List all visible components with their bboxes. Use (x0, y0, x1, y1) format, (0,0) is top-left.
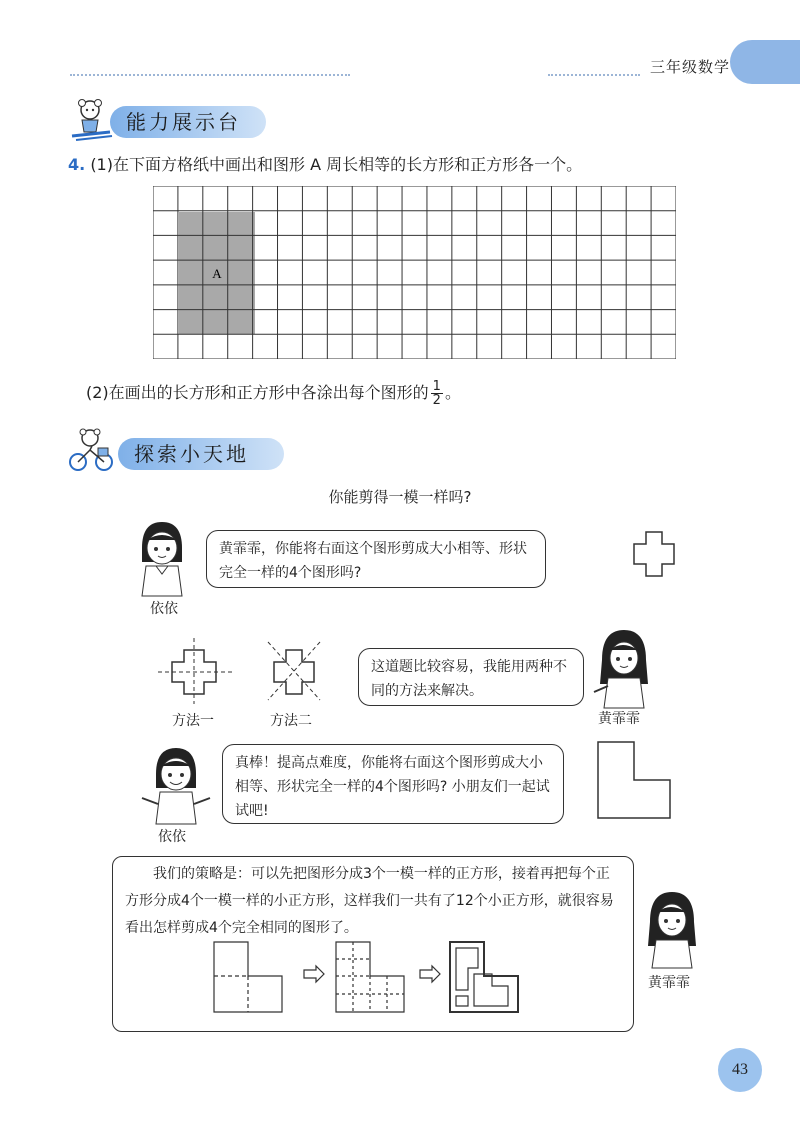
yiyi-name: 依依 (150, 601, 178, 617)
method-two-diagram (264, 638, 324, 704)
strategy-diagram (212, 940, 542, 1022)
cross-shape (632, 530, 676, 578)
fraction-numerator: 1 (432, 379, 441, 394)
page-number: 43 (718, 1048, 762, 1092)
l-shape (596, 740, 672, 820)
speech-bubble-3: 真棒！提高点难度，你能将右面这个图形剪成大小相等、形状完全一样的4个图形吗? 小朋友们一起试试吧! (222, 744, 564, 824)
huang-avatar-icon (592, 626, 656, 714)
yiyi-avatar-icon (130, 518, 194, 602)
header-dots-right (548, 74, 640, 76)
question-4-part2-end: 。 (444, 383, 461, 402)
header-dots-left (70, 74, 350, 76)
section-banner-explore: 探索小天地 (118, 438, 284, 470)
question-4-part1 (68, 152, 582, 175)
huang-name-2: 黄霏霏 (648, 975, 690, 991)
question-4-part1-text: (1)在下面方格纸中画出和图形 A 周长相等的长方形和正方形各一个。 (90, 155, 583, 174)
question-number: 4. (68, 155, 86, 174)
grid-paper[interactable] (153, 186, 676, 359)
method-one-label: 方法一 (172, 713, 214, 729)
speech-bubble-1: 黄霏霏，你能将右面这个图形剪成大小相等、形状完全一样的4个图形吗? (206, 530, 546, 588)
speech-bubble-2: 这道题比较容易，我能用两种不同的方法来解决。 (358, 648, 584, 706)
shape-a-label: A (212, 266, 222, 281)
huang-avatar-2-icon (640, 888, 704, 974)
cyclist-mascot-icon (68, 428, 114, 472)
fraction-denominator: 2 (432, 393, 441, 408)
yiyi-avatar-2-icon (138, 744, 214, 830)
explore-title: 你能剪得一模一样吗? (328, 488, 472, 506)
yiyi-name-2: 依依 (158, 829, 186, 845)
strategy-text: 我们的策略是：可以先把图形分成3个一模一样的正方形，接着再把每个正方形分成4个一模一样的小正方形，这样我们一共有了12个小正方形，就很容易看出怎样剪成4个完全相同的图形了。 (125, 866, 614, 936)
question-4-part2-text: (2)在画出的长方形和正方形中各涂出每个图形的 (86, 383, 429, 402)
header-tab (730, 40, 800, 84)
method-one-diagram (156, 636, 236, 706)
method-two-label: 方法二 (270, 713, 312, 729)
section-banner-ability: 能力展示台 (110, 106, 266, 138)
subject-label: 三年级数学 (649, 58, 730, 76)
huang-name-1: 黄霏霏 (598, 711, 640, 727)
skier-mascot-icon (68, 98, 114, 142)
fraction-one-half (431, 380, 443, 407)
question-4-part2 (86, 380, 461, 407)
